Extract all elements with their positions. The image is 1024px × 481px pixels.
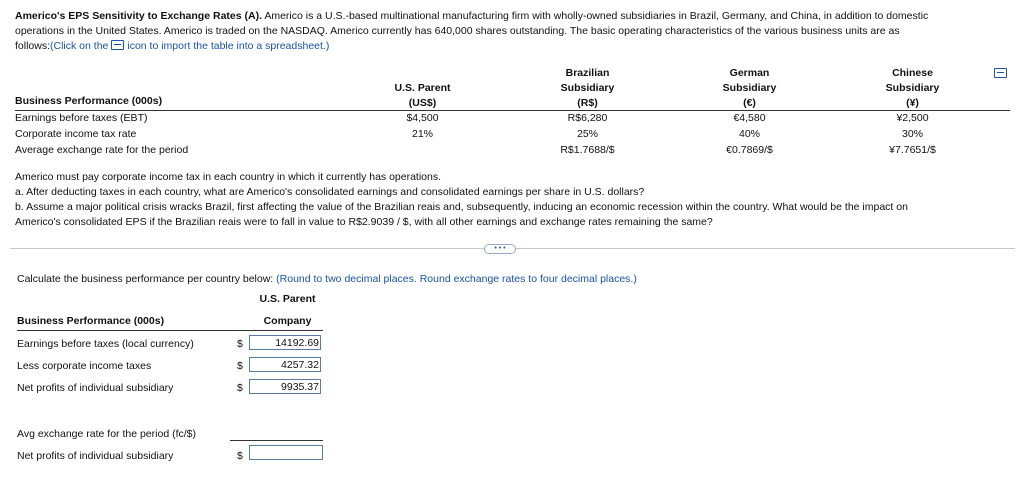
question-b-line1: b. Assume a major political crisis wracks Brazil, first affecting the value of the Brazilian reais and, subsequently, inducing an economic recession within the country. What would be the impact on	[15, 201, 908, 213]
problem-title: Americo's EPS Sensitivity to Exchange Rates (A).	[15, 10, 262, 22]
col-header-german	[702, 66, 797, 111]
col-header-brazilian	[540, 66, 635, 111]
cell-cn-tax: 30%	[901, 128, 923, 140]
cell-us-ebt: $4,500	[406, 112, 439, 124]
question-b-line2: Americo's consolidated EPS if the Brazilian reais were to fall in value to R$2.9039 / $, with all other earnings and exchange rates remaining the same?	[15, 216, 713, 228]
instruction-text: Calculate the business performance per country below:	[17, 273, 274, 285]
net-profit-usd-input[interactable]	[249, 445, 323, 460]
ebt-input[interactable]: 14192.69	[249, 335, 321, 350]
row-label-tax-rate: Corporate income tax rate	[15, 128, 137, 140]
cell-cn-fx: ¥7.7651/$	[889, 144, 936, 156]
worksheet-instruction	[17, 273, 637, 285]
spreadsheet-import-icon[interactable]	[111, 40, 124, 50]
question-intro: Americo must pay corporate income tax in each country in which it currently has operations.	[15, 171, 442, 183]
spreadsheet-import-icon-table[interactable]	[994, 68, 1007, 78]
intro-text-3: follows:	[15, 40, 51, 52]
col3-l2: Subsidiary	[885, 82, 940, 94]
intro-text-1: Americo is a U.S.-based multinational manufacturing firm with wholly-owned subsidiaries in Brazil, Germany, and China, in addition to domestic	[262, 10, 929, 22]
worksheet-row-label-ebt: Earnings before taxes (local currency)	[17, 338, 194, 350]
worksheet-col-header-1: U.S. Parent	[259, 293, 316, 305]
expand-more-button[interactable]: • • •	[484, 244, 516, 254]
currency-symbol: $	[237, 382, 243, 394]
col3-l3: (¥)	[906, 97, 919, 109]
worksheet-header-rule	[17, 330, 323, 331]
import-link-post[interactable]: icon to import the table into a spreadsheet.)	[127, 40, 330, 52]
col1-l2: Subsidiary	[560, 82, 615, 94]
col0-l2: U.S. Parent	[394, 82, 451, 94]
col1-l3: (R$)	[577, 97, 598, 109]
col-header-chinese	[865, 66, 960, 111]
worksheet-row-header: Business Performance (000s)	[17, 315, 165, 327]
worksheet-col-header-2: Company	[263, 315, 312, 327]
question-a: a. After deducting taxes in each country, what are Americo's consolidated earnings and consolidated earnings per share in U.S. dollars?	[15, 186, 645, 198]
header-rule	[15, 110, 1010, 111]
worksheet-row-label-taxes: Less corporate income taxes	[17, 360, 152, 372]
cell-br-ebt: R$6,280	[567, 112, 608, 124]
cell-de-ebt: €4,580	[733, 112, 766, 124]
row-header: Business Performance (000s)	[15, 95, 163, 107]
problem-intro	[15, 9, 1010, 54]
fx-rate-underline	[230, 440, 323, 441]
net-profit-input[interactable]: 9935.37	[249, 379, 321, 394]
col1-l1: Brazilian	[565, 67, 610, 79]
rounding-note: (Round to two decimal places. Round exchange rates to four decimal places.)	[276, 273, 637, 285]
col2-l2: Subsidiary	[722, 82, 777, 94]
col0-l1	[375, 66, 470, 81]
col0-l3: (US$)	[408, 97, 437, 109]
intro-text-2: operations in the United States. Americo is traded on the NASDAQ. Americo currently has 640,000 shares outstanding. The basic operating characteristics of the various business units are as	[15, 25, 900, 37]
cell-br-tax: 25%	[576, 128, 598, 140]
col3-l1: Chinese	[892, 67, 933, 79]
worksheet-row-label-net-profit: Net profits of individual subsidiary	[17, 382, 174, 394]
cell-de-fx: €0.7869/$	[726, 144, 773, 156]
currency-symbol: $	[237, 450, 243, 462]
row-label-ebt: Earnings before taxes (EBT)	[15, 112, 148, 124]
import-link-pre[interactable]: (Click on the	[50, 40, 109, 52]
cell-de-tax: 40%	[738, 128, 760, 140]
cell-us-tax: 21%	[411, 128, 433, 140]
fx-rate-label: Avg exchange rate for the period (fc/$)	[17, 428, 196, 440]
currency-symbol: $	[237, 338, 243, 350]
col2-l1: German	[729, 67, 770, 79]
taxes-input[interactable]: 4257.32	[249, 357, 321, 372]
net-profit-usd-label: Net profits of individual subsidiary	[17, 450, 174, 462]
row-label-fx-rate: Average exchange rate for the period	[15, 144, 189, 156]
cell-cn-ebt: ¥2,500	[896, 112, 929, 124]
questions	[15, 170, 908, 230]
col-header-us-parent	[375, 66, 470, 111]
col2-l3: (€)	[743, 97, 756, 109]
cell-br-fx: R$1.7688/$	[560, 144, 615, 156]
currency-symbol: $	[237, 360, 243, 372]
